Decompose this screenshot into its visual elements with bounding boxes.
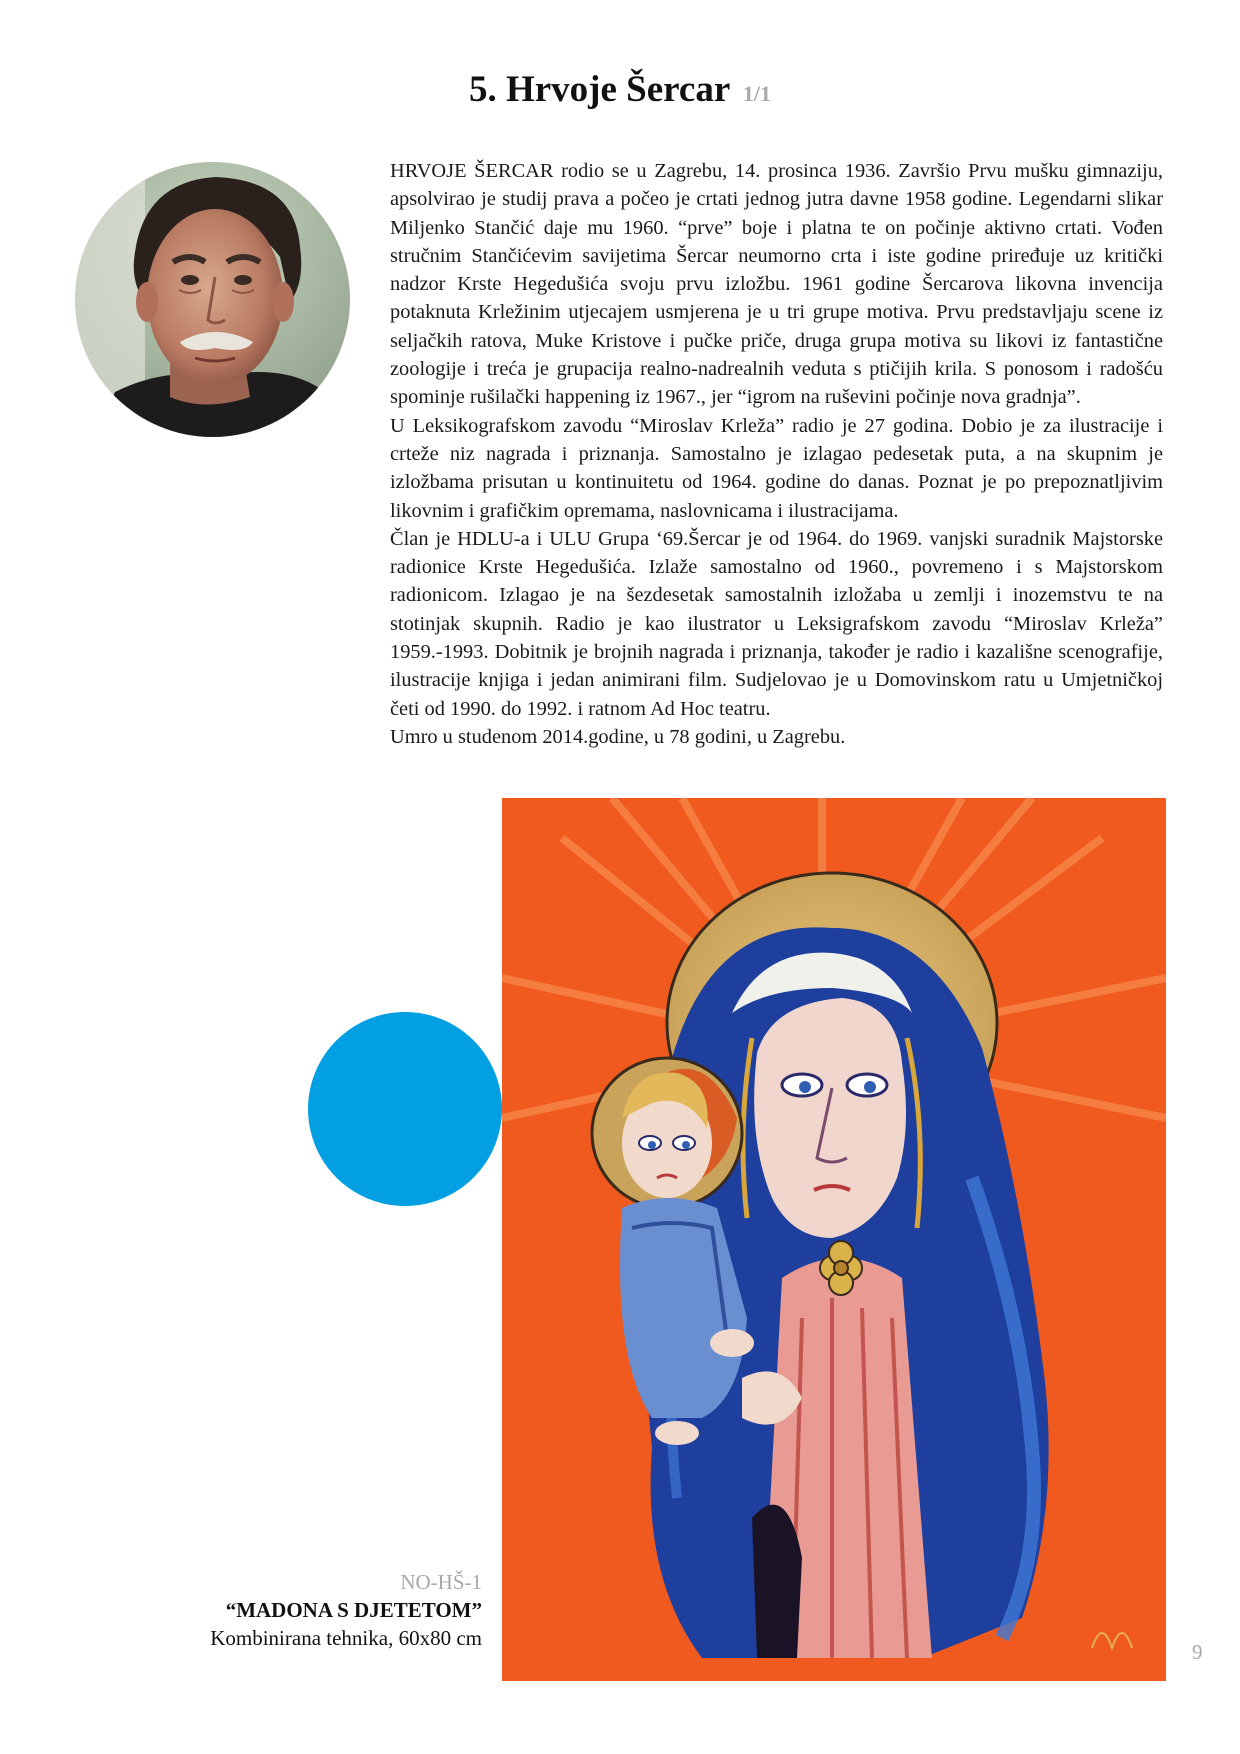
part-indicator: 1/1: [742, 81, 771, 106]
artwork-technique: Kombinirana tehnika, 60x80 cm: [210, 1626, 482, 1650]
bio-paragraph: Umro u studenom 2014.godine, u 78 godini, u Zagrebu.: [390, 725, 846, 748]
decorative-blue-circle: [308, 1012, 502, 1206]
page-number: 9: [1192, 1640, 1203, 1664]
madonna-painting-illustration: [502, 798, 1166, 1681]
artwork-code: NO-HŠ-1: [400, 1570, 482, 1594]
bio-paragraph: U Leksikografskom zavodu “Miroslav Krleža” radio je 27 godina. Dobio je za ilustracije i crteže niz nagrada i priznanja. Samostalno je izlagao pedesetak puta, a na skupnim je izložbama prisutan u kontinuitetu od 1964. godine do danas. Poznat je po prepoznatljivim likovnim i grafičkim opremama, naslovnicama i ilustracijama.: [390, 414, 1163, 522]
artwork-title: “MADONA S DJETETOM”: [225, 1598, 482, 1622]
artist-portrait-photo: [75, 162, 350, 437]
page-title: [0, 68, 1240, 111]
portrait-illustration: [75, 162, 350, 437]
artwork-caption: [62, 1568, 482, 1652]
biography-text: [390, 157, 1163, 751]
bio-paragraph: Član je HDLU-a i ULU Grupa ‘69.Šercar je od 1964. do 1969. vanjski suradnik Majstorske radionice Krste Hegedušića. Izlaže samostalno od 1960., povremeno i s Majstorskom radionicom. Izlagao je na šezdesetak samostalnih izložaba u zemlji i inozemstvu te na stotinjak skupnih. Radio je kao ilustrator u Leksigrafskom zavodu “Miroslav Krleža” 1959.-1993. Dobitnik je brojnih nagrada i priznanja, također je radio i kazališne scenografije, ilustracije knjiga i jedan animirani film. Sudjelovao je u Domovinskom ratu u Umjetničkoj četi od 1990. do 1992. i ratnom Ad Hoc teatru.: [390, 527, 1163, 720]
bio-paragraph: HRVOJE ŠERCAR rodio se u Zagrebu, 14. prosinca 1936. Završio Prvu mušku gimnaziju, apsolvirao je studij prava a počeo je crtati jednog jutra davne 1958 godine. Legendarni slikar Miljenko Stančić daje mu 1960. “prve” boje i platna te on počinje aktivno crtati. Vođen stručnim Stančićevim savijetima Šercar neumorno crta i iste godine priređuje uz kritički nadzor Krste Hegedušića svoju prvu izložbu. 1961 godine Šercarova likovna invencija potaknuta Krležinim utjecajem usmjerena je u tri grupe motiva. Prvu predstavljaju scene iz seljačkih ratova, Muke Kristove i pučke priče, druga grupa motiva su likovi iz fantastične zoologije i treća je grupacija realno-nadrealnih veduta s ptičijih krila. S ponosom i radošću spominje rušilački happening iz 1967., jer “igrom na ruševini počinje nova gradnja”.: [390, 160, 1163, 409]
artist-title: 5. Hrvoje Šercar: [468, 69, 730, 110]
artwork-image: [502, 798, 1166, 1681]
